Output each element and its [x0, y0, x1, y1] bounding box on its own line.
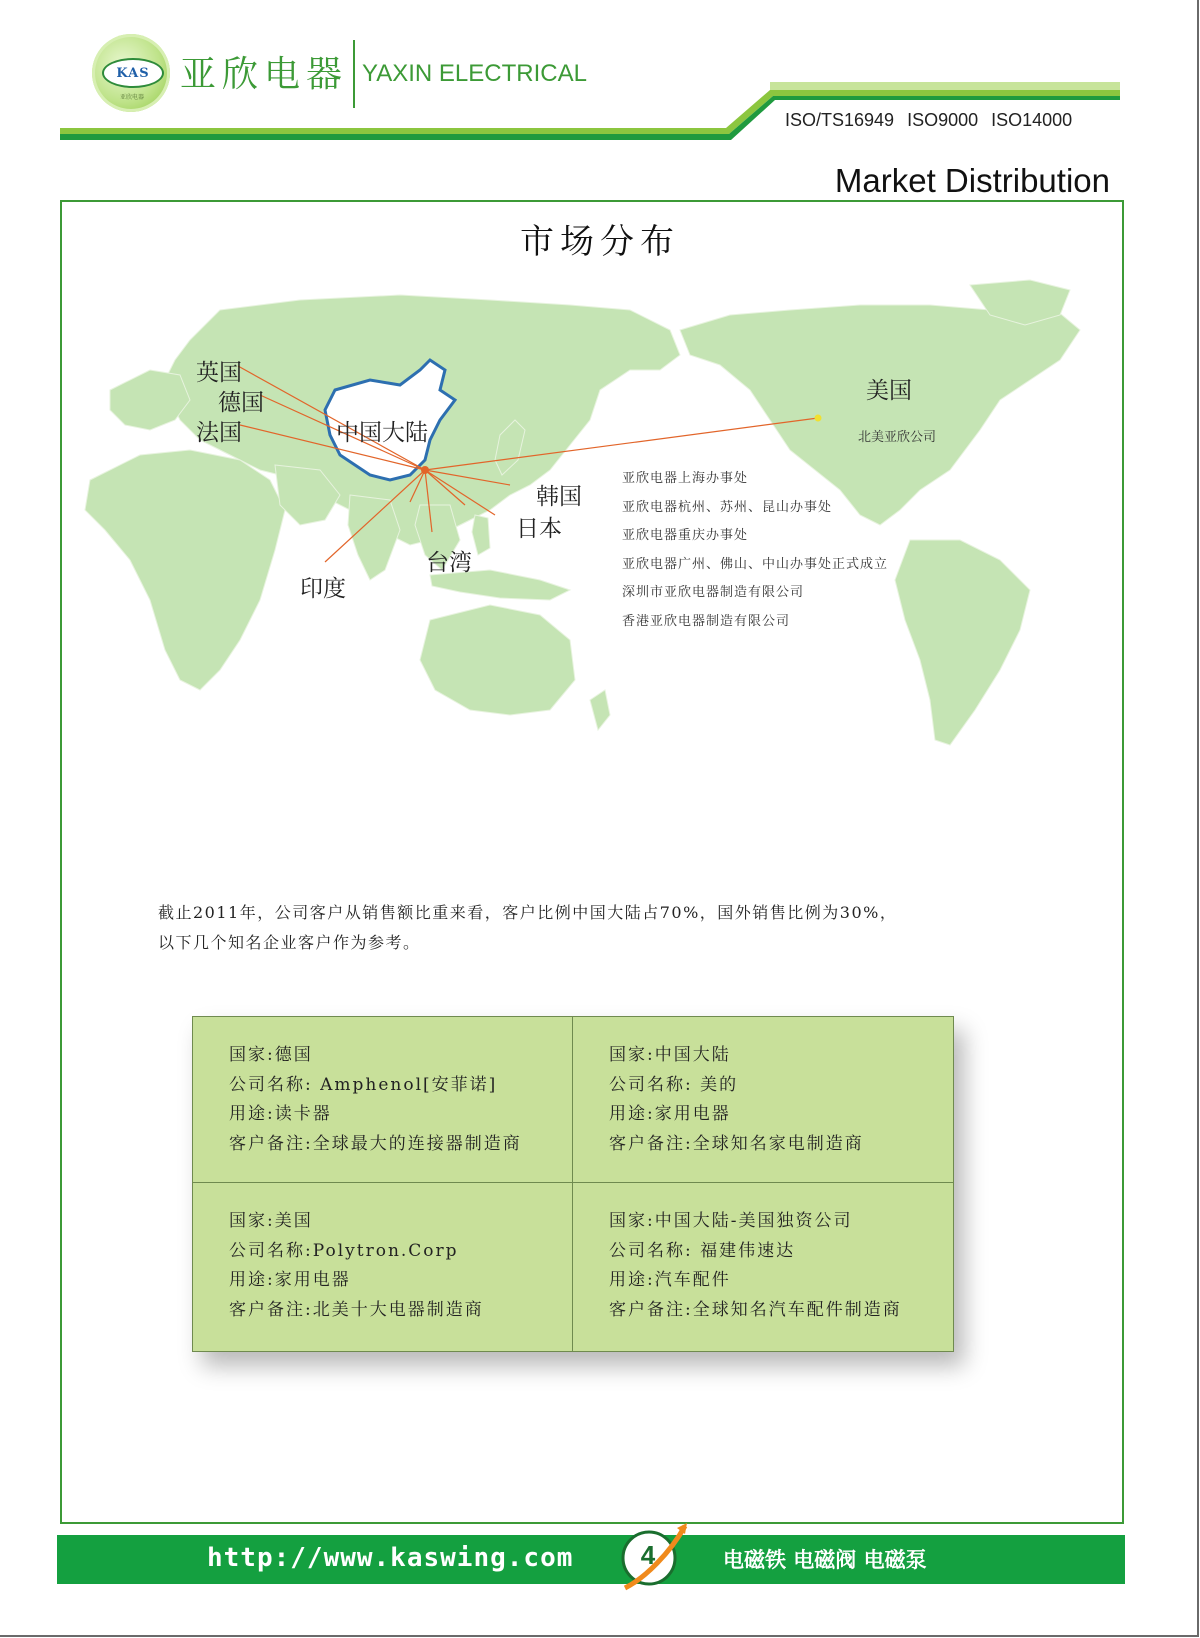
label-mainland: 中国大陆 — [336, 420, 428, 446]
label-france: 法国 — [196, 420, 242, 446]
office-item: 深圳市亚欣电器制造有限公司 — [622, 585, 805, 600]
customer-note: 客户备注:全球最大的连接器制造商 — [229, 1133, 522, 1154]
customer-note: 客户备注:北美十大电器制造商 — [229, 1299, 484, 1320]
customer-country: 国家:美国 — [229, 1211, 313, 1231]
australia-landmass — [420, 605, 575, 715]
customer-country: 国家:德国 — [229, 1045, 313, 1065]
customer-usage: 用途:家用电器 — [229, 1270, 351, 1290]
customer-company: 公司名称: Amphenol[安菲诺] — [229, 1074, 498, 1095]
website-link[interactable]: http://www.kaswing.com — [207, 1543, 574, 1573]
label-taiwan: 台湾 — [426, 550, 472, 576]
logo-text: KAS — [102, 58, 164, 88]
customer-company: 公司名称:Polytron.Corp — [229, 1240, 459, 1261]
label-uk: 英国 — [196, 360, 242, 386]
customer-usage: 用途:汽车配件 — [609, 1270, 731, 1290]
intro-paragraph — [158, 898, 1058, 958]
intro-line: 以下几个知名企业客户作为参考。 — [158, 933, 421, 952]
customer-note: 客户备注:全球知名家电制造商 — [609, 1133, 864, 1154]
customer-card — [193, 1183, 573, 1351]
company-logo — [92, 34, 170, 112]
customer-company: 公司名称: 福建伟速达 — [609, 1240, 796, 1261]
customer-country: 国家:中国大陆 — [609, 1045, 731, 1065]
logo-subtext: 亚欣电器 — [119, 94, 144, 101]
office-item: 香港亚欣电器制造有限公司 — [622, 613, 791, 629]
label-usa: 美国 — [866, 378, 912, 404]
customer-usage: 用途:家用电器 — [609, 1104, 731, 1124]
brand-name-en: YAXIN ELECTRICAL — [362, 60, 587, 87]
office-item: 亚欣电器重庆办事处 — [622, 528, 749, 543]
office-item: 亚欣电器广州、佛山、中山办事处正式成立 — [622, 556, 889, 572]
office-item: 亚欣电器上海办事处 — [622, 471, 749, 486]
map-title: 市场分布 — [520, 222, 680, 262]
na-company-label: 北美亚欣公司 — [858, 430, 937, 445]
customer-card — [573, 1017, 953, 1183]
customer-company: 公司名称: 美的 — [609, 1074, 739, 1095]
label-india: 印度 — [300, 576, 346, 602]
office-item: 亚欣电器杭州、苏州、昆山办事处 — [622, 499, 833, 515]
label-japan: 日本 — [516, 516, 562, 542]
europe-west — [110, 370, 190, 430]
section-title: Market Distribution — [834, 162, 1110, 199]
world-map — [70, 270, 1110, 770]
brand-divider — [353, 40, 355, 108]
customer-card — [193, 1017, 573, 1183]
footer-tagline: 电磁铁 电磁阀 电磁泵 — [723, 1548, 927, 1572]
office-list — [622, 469, 888, 640]
intro-line: 截止2011年，公司客户从销售额比重来看，客户比例中国大陆占70%，国外销售比例为30%， — [158, 903, 898, 922]
brand-name-cn: 亚欣电器 — [180, 54, 349, 95]
label-korea: 韩国 — [536, 484, 582, 510]
page-number: 4 — [640, 1540, 656, 1570]
customer-table — [192, 1016, 954, 1352]
customer-usage: 用途:读卡器 — [229, 1104, 332, 1124]
south-america-landmass — [895, 540, 1030, 745]
customer-country: 国家:中国大陆-美国独资公司 — [609, 1211, 853, 1231]
philippines — [472, 515, 490, 555]
customer-card — [573, 1183, 953, 1351]
label-germany: 德国 — [218, 390, 264, 416]
india-peninsula — [348, 495, 400, 580]
certifications: ISO/TS16949 ISO9000 ISO14000 — [785, 110, 1073, 130]
customer-note: 客户备注:全球知名汽车配件制造商 — [609, 1299, 902, 1320]
africa-landmass — [85, 450, 285, 690]
new-zealand — [590, 690, 610, 730]
